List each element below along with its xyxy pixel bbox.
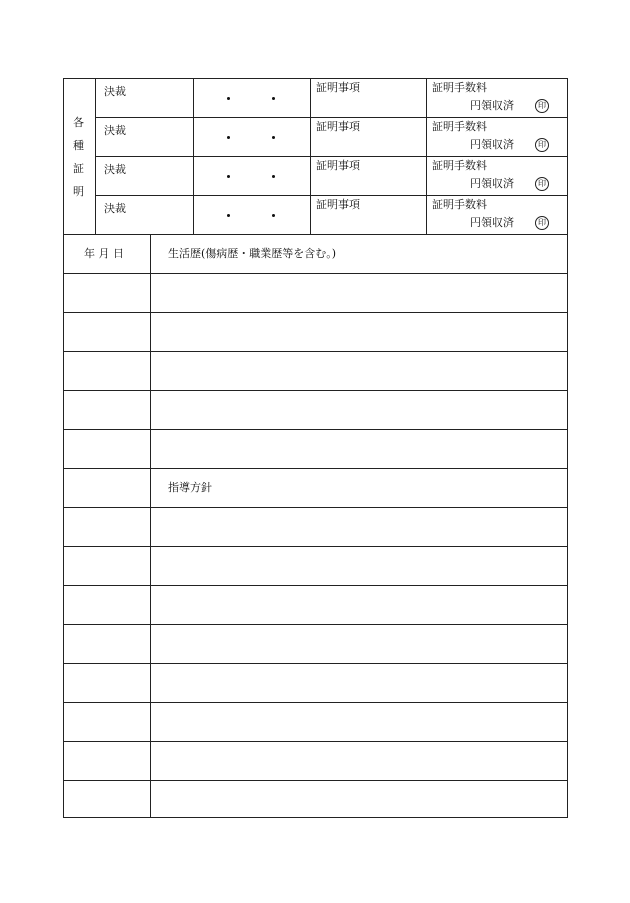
decision-label: 決裁 <box>104 202 126 215</box>
history-row-line <box>63 390 567 391</box>
history-row-line <box>63 351 567 352</box>
cert-decision-divider <box>193 78 194 234</box>
date-separator-dot <box>272 97 275 100</box>
history-row-line <box>63 741 567 742</box>
history-row-line <box>63 273 567 274</box>
history-row-line <box>63 468 567 469</box>
date-separator-dot <box>227 136 230 139</box>
history-row-line <box>63 702 567 703</box>
frame-left-border <box>63 78 64 817</box>
fee-label: 証明手数料 <box>432 81 487 94</box>
fee-label: 証明手数料 <box>432 120 487 133</box>
seal-icon: 印 <box>535 177 549 191</box>
cert-item-label: 証明事項 <box>316 159 360 172</box>
cert-vertical-label-char: 明 <box>73 185 84 198</box>
history-row-line <box>63 546 567 547</box>
date-separator-dot <box>272 214 275 217</box>
history-row-line <box>63 780 567 781</box>
history-row-line <box>63 507 567 508</box>
history-row-line <box>63 312 567 313</box>
history-date-divider <box>150 234 151 817</box>
decision-label: 決裁 <box>104 124 126 137</box>
history-column-header: 生活歴(傷病歴・職業歴等を含む。) <box>168 247 337 260</box>
history-row-line <box>63 429 567 430</box>
cert-bottom-border <box>63 234 567 235</box>
date-separator-dot <box>227 175 230 178</box>
cert-item-label: 証明事項 <box>316 198 360 211</box>
fee-label: 証明手数料 <box>432 198 487 211</box>
cert-item-label: 証明事項 <box>316 120 360 133</box>
cert-row-divider-1 <box>95 117 567 118</box>
cert-date-divider <box>310 78 311 234</box>
date-separator-dot <box>227 214 230 217</box>
decision-label: 決裁 <box>104 85 126 98</box>
cert-label-divider <box>95 78 96 234</box>
cert-row-divider-2 <box>95 156 567 157</box>
cert-item-label: 証明事項 <box>316 81 360 94</box>
cert-vertical-label-char: 各 <box>73 116 84 129</box>
cert-vertical-label-char: 証 <box>73 162 84 175</box>
receipt-label: 円領収済 <box>470 138 514 151</box>
history-row-line <box>63 585 567 586</box>
guidance-policy-label: 指導方針 <box>168 481 212 494</box>
receipt-label: 円領収済 <box>470 99 514 112</box>
frame-right-border <box>567 78 568 817</box>
frame-bottom-border <box>63 817 568 818</box>
receipt-label: 円領収済 <box>470 177 514 190</box>
seal-icon: 印 <box>535 216 549 230</box>
date-column-header: 年 月 日 <box>84 247 124 260</box>
fee-label: 証明手数料 <box>432 159 487 172</box>
cert-vertical-label-char: 種 <box>73 139 84 152</box>
date-separator-dot <box>272 175 275 178</box>
cert-item-divider <box>426 78 427 234</box>
history-row-line <box>63 624 567 625</box>
cert-row-divider-3 <box>95 195 567 196</box>
seal-icon: 印 <box>535 138 549 152</box>
decision-label: 決裁 <box>104 163 126 176</box>
seal-icon: 印 <box>535 99 549 113</box>
date-separator-dot <box>227 97 230 100</box>
cert-top-border <box>63 78 567 79</box>
date-separator-dot <box>272 136 275 139</box>
receipt-label: 円領収済 <box>470 216 514 229</box>
history-row-line <box>63 663 567 664</box>
